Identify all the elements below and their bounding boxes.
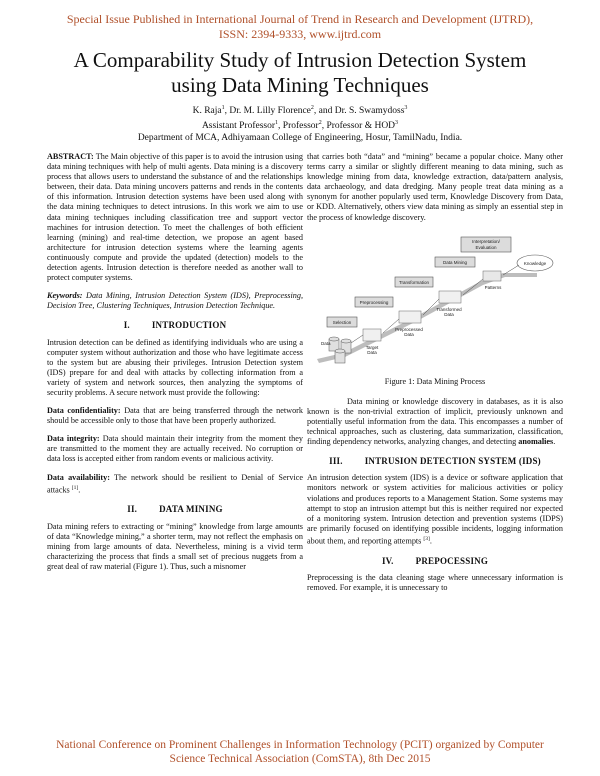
- target-data-shape: [363, 329, 381, 341]
- section-heading-preprocessing: [307, 556, 563, 566]
- abstract-label: ABSTRACT:: [47, 152, 94, 161]
- left-column: [47, 152, 303, 580]
- author-3: , and Dr. S. Swamydoss: [313, 106, 405, 117]
- kdd-paragraph: Data mining or knowledge discovery in databases, as it is also known is the non-trivial extraction of implicit, previously unknown and potentially useful information from the data. This encompasses a number of technical approaches, such as clustering, data summarization, classification, finding dependency networks, analyzing changes, and detecting anomalies.: [307, 396, 563, 447]
- data-mining-paragraph: Data mining refers to extracting or “mining” knowledge from large amounts of data “Knowledge mining,” a shorter term, may not reflect the emphasis on mining from large amounts of data. Nevertheless, mining is a vivid term characterizing the process that finds a small set of precious nuggets from a great deal of raw material (Figure 1). Thus, such a misnomer: [47, 521, 303, 571]
- role-1-sup: 1: [275, 120, 279, 127]
- availability-text: The network should be resilient to Denial of Service attacks: [47, 472, 303, 495]
- role-2-sup: 2: [318, 120, 322, 127]
- paper-title-line2: using Data Mining Techniques: [171, 73, 429, 97]
- section-title: PREPOCESSING: [415, 555, 489, 566]
- availability-label: Data availability:: [47, 472, 110, 482]
- selection-label: Selection: [332, 319, 352, 325]
- preprocessed-data-shape: [399, 311, 421, 323]
- data-label: Data: [321, 340, 331, 346]
- section-number: IV.: [381, 555, 394, 566]
- author-2-sup: 2: [310, 105, 314, 111]
- patterns-label: Patterns: [484, 284, 502, 290]
- right-column: [307, 152, 563, 601]
- author-roles: [0, 117, 600, 132]
- author-names: [0, 102, 600, 117]
- target-label: Target: [365, 344, 379, 350]
- author-1-sup: 1: [221, 105, 225, 111]
- keywords: [47, 291, 303, 311]
- availability-paragraph: Data availability: The network should be resilient to Denial of Service attacks [1].: [47, 472, 303, 495]
- kdd-text: Data mining or knowledge discovery in databases, as it is also known is the non-trivial extraction of implicit, previously unknown and potentially useful information from the data. This encompasses a number of technical approaches, such as clustering, data summarization, classification, finding dependency networks, analyzing changes, and detecting: [307, 396, 563, 447]
- section-number: I.: [123, 320, 130, 331]
- data-mining-label: Data Mining: [442, 259, 468, 265]
- paper-title-line1: A Comparability Study of Intrusion Detection System: [73, 48, 527, 72]
- ids-text: An intrusion detection system (IDS) is a device or software application that monitors network or system activities for malicious activities or policy violations and produces reports to a Management Station. Some systems may attempt to stop an intrusion attempt but this is neither required nor expected of a monitoring system. Intrusion detection and prevention systems (IDPS) are primarily focused on identifying possible incidents, logging information about them, and reporting attempts: [307, 473, 563, 546]
- integrity-paragraph: [47, 434, 303, 464]
- preprocessing-paragraph: Preprocessing is the data cleaning stage where unnecessary information is removed. For example, it is unnecessary to: [307, 572, 563, 592]
- journal-header-line1: Special Issue Published in International Journal of Trend in Research and Development (IJTRD),: [66, 12, 534, 26]
- journal-header: [0, 12, 600, 42]
- role-3: , Professor & HOD: [321, 121, 396, 132]
- confidentiality-text: Data that are being transferred through the network should be accessible only to those that have been properly authorized.: [47, 406, 304, 426]
- role-2: , Professor: [278, 121, 319, 132]
- preprocessed-data-label: Data: [404, 331, 414, 337]
- anomalies-term: anomalies: [518, 437, 554, 447]
- evaluation-label: Evaluation: [475, 244, 497, 250]
- keywords-label: Keywords:: [47, 291, 83, 301]
- confidentiality-paragraph: [47, 406, 303, 426]
- citation-ref: [3]: [423, 535, 430, 542]
- journal-header-line2: ISSN: 2394-9333, www.ijtrd.com: [218, 27, 382, 41]
- transformed-label: Transformed: [436, 306, 462, 312]
- abstract: [47, 152, 303, 283]
- author-3-sup: 3: [404, 105, 408, 111]
- patterns-shape: [483, 271, 501, 281]
- confidentiality-label: Data confidentiality:: [47, 406, 121, 416]
- author-block: [0, 102, 600, 144]
- section-heading-ids: [307, 456, 563, 466]
- section-title: INTRUSION DETECTION SYSTEM (IDS): [364, 456, 541, 467]
- affiliation: Department of MCA, Adhiyamaan College of Engineering, Hosur, TamilNadu, India.: [137, 133, 463, 144]
- knowledge-label: Knowledge: [523, 260, 547, 266]
- section-number: II.: [127, 504, 138, 515]
- section-title: DATA MINING: [159, 504, 223, 515]
- data-mining-paragraph-cont: that carries both “data” and “mining” became a popular choice. Many other terms carry a similar or slightly different meaning to data mining, such as knowledge mining from data, knowledge extraction, data/pattern analysis, data archaeology, and data dredging. Many people treat data mining as a synonym for another popularly used term, Knowledge Discovery from Data, or KDD. Alternatively, others view data mining as simply an essential step in the process of knowledge discovery.: [307, 152, 563, 222]
- section-number: III.: [329, 456, 343, 467]
- footer-line1: National Conference on Prominent Challenges in Information Technology (PCIT) organized by Computer: [56, 739, 544, 751]
- paper-title: [0, 48, 600, 98]
- transformed-data-shape: [439, 291, 461, 303]
- author-1: K. Raja: [192, 106, 222, 117]
- section-title: INTRODUCTION: [151, 320, 227, 331]
- transformation-label: Transformation: [398, 279, 430, 285]
- interpretation-label: Interpretation/: [472, 238, 500, 244]
- citation-ref: [1]: [71, 484, 79, 491]
- target-data-label: Data: [367, 349, 377, 355]
- role-3-sup: 3: [395, 120, 399, 127]
- role-1: Assistant Professor: [201, 121, 276, 132]
- section-heading-introduction: [47, 320, 303, 330]
- figure-data-mining-process: [307, 231, 563, 371]
- preprocessing-label: Preprocessing: [359, 299, 389, 305]
- footer-line2: Science Technical Association (ComSTA), 8th Dec 2015: [169, 753, 431, 765]
- ids-paragraph: An intrusion detection system (IDS) is a device or software application that monitors network or system activities for malicious activities or policy violations and produces reports to a Management Station. Some systems may attempt to stop an intrusion attempt but this is neither required nor expected of a monitoring system. Intrusion detection and prevention systems (IDPS) are primarily focused on identifying possible incidents, logging information about them, and reporting attempts [3].: [307, 473, 563, 546]
- author-2: , Dr. M. Lilly Florence: [224, 106, 311, 117]
- integrity-label: Data integrity:: [47, 434, 100, 444]
- intro-paragraph: Intrusion detection can be defined as identifying individuals who are using a computer system without authorization and those who have legitimate access to the system but are abusing their privileges. Intrusion Detection system (IDS) prepare for and deal with attacks by collecting information from a variety of system and network sources, then analyzing the symptoms of security problems. A secure network must provide the following:: [47, 337, 303, 397]
- figure-caption: Figure 1: Data Mining Process: [384, 376, 486, 386]
- abstract-text: The Main objective of this paper is to avoid the intrusion using data mining techniques with help of multi agents. Data mining is a discovery process that allows users to understand the substance of and the relationships between, their data. Data mining uncovers patterns and rends in the contents of this information. Intrusion detection systems have been used along with the data mining techniques to detect intrusions. In this work we aim to use data mining techniques including classification tree and support vector machines for intrusion detection. To meet the challenges of both efficient learning (mining) and real-time detection, we propose an agent based architecture for intrusion detection systems where the learning agents continuously compute and provide the updated (detection) models to the detection agents. Intrusion detection is therefore needed as another wall to protect computer systems.: [47, 152, 303, 283]
- kdd-process-diagram: [307, 231, 563, 371]
- conference-footer: [0, 738, 600, 766]
- section-heading-data-mining: [47, 504, 303, 514]
- integrity-text: Data should maintain their integrity from the moment they are transmitted to the moment they are actually received. No corruption or data loss is accepted either from random events or malicious activity.: [47, 434, 303, 464]
- transformed-data-label: Data: [444, 311, 454, 317]
- keywords-text: Data Mining, Intrusion Detection System (IDS), Preprocessing, Decision Tree, Clustering Techniques, Intrusion Detection Technique.: [47, 291, 303, 311]
- preprocessed-label: Preprocessed: [395, 326, 423, 332]
